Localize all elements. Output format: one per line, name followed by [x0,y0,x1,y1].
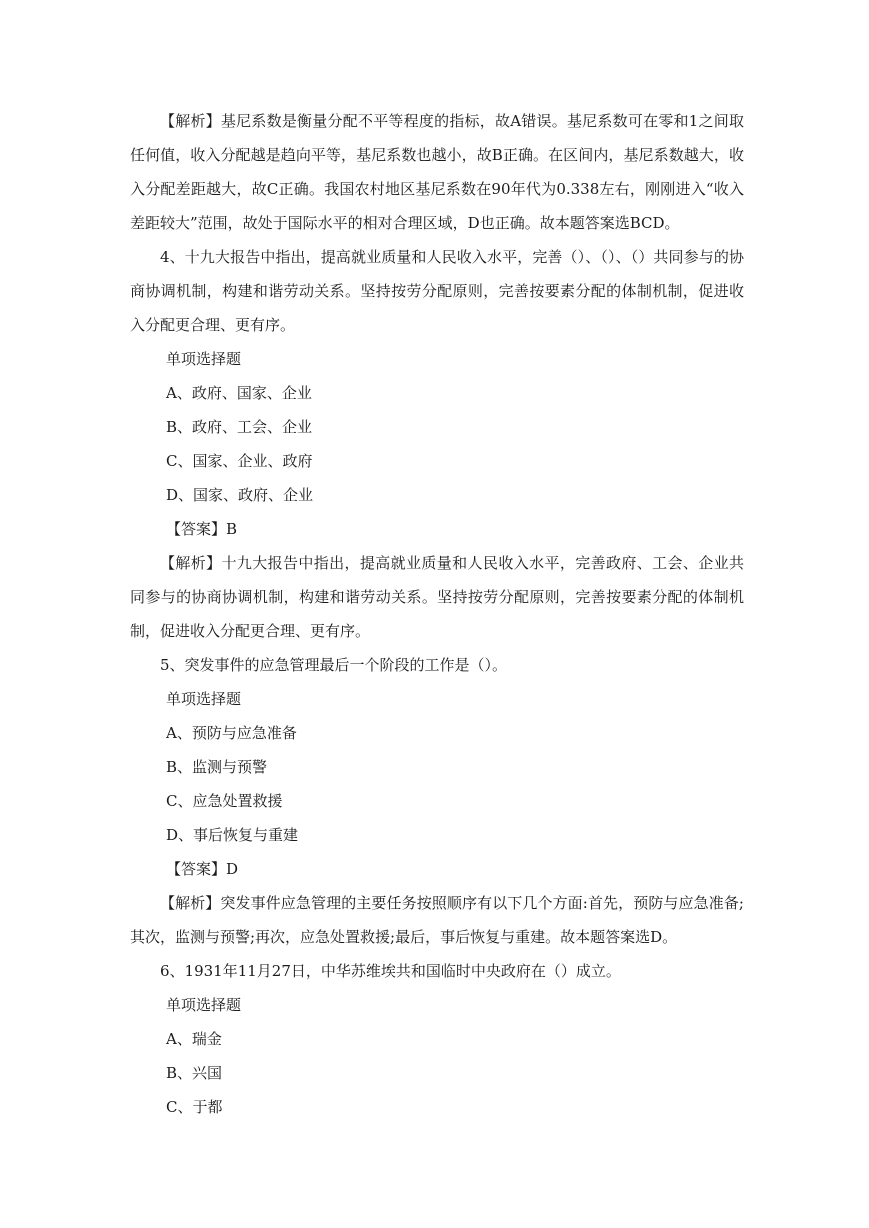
q6-option-b: B、兴国 [166,1064,223,1082]
q4-option-b: B、政府、工会、企业 [166,418,313,436]
q5-type: 单项选择题 [166,690,242,708]
q5-option-d: D、事后恢复与重建 [166,826,299,844]
q5-analysis: 【解析】突发事件应急管理的主要任务按照顺序有以下几个方面:首先，预防与应急准备;其次，监测与预警;再次，应急处置救援;最后，事后恢复与重建。故本题答案选D。 [130,894,744,946]
q4-question: 4、十九大报告中指出，提高就业质量和人民收入水平，完善（）、（）、（）共同参与的协商协调机制，构建和谐劳动关系。坚持按劳分配原则，完善按要素分配的体制机制，促进收入分配更合理、更有序。 [130,248,744,334]
q6-option-c: C、于都 [166,1098,223,1116]
q6-option-a: A、瑞金 [166,1030,222,1048]
q4-option-d: D、国家、政府、企业 [166,486,314,504]
q4-option-a: A、政府、国家、企业 [166,384,312,402]
q6-question: 6、1931年11月27日，中华苏维埃共和国临时中央政府在（）成立。 [160,962,621,980]
q5-question: 5、突发事件的应急管理最后一个阶段的工作是（）。 [160,656,508,674]
q4-option-c: C、国家、企业、政府 [166,452,313,470]
q5-option-c: C、应急处置救援 [166,792,283,810]
q4-type: 单项选择题 [166,350,242,368]
q5-option-a: A、预防与应急准备 [166,724,297,742]
q5-option-b: B、监测与预警 [166,758,268,776]
document-page [130,104,744,1124]
q6-type: 单项选择题 [166,996,242,1014]
q4-answer: 【答案】B [166,520,238,538]
q3-analysis: 【解析】基尼系数是衡量分配不平等程度的指标，故A错误。基尼系数可在零和1之间取任何值，收入分配越是趋向平等，基尼系数也越小，故B正确。在区间内，基尼系数越大，收入分配差距越大，故C正确。我国农村地区基尼系数在90年代为0.338左右，刚刚进入“收入差距较大”范围，故处于国际水平的相对合理区域，D也正确。故本题答案选BCD。 [130,112,744,232]
q5-answer: 【答案】D [166,860,239,878]
q4-analysis: 【解析】十九大报告中指出，提高就业质量和人民收入水平，完善政府、工会、企业共同参与的协商协调机制，构建和谐劳动关系。坚持按劳分配原则，完善按要素分配的体制机制，促进收入分配更合理、更有序。 [130,554,744,640]
